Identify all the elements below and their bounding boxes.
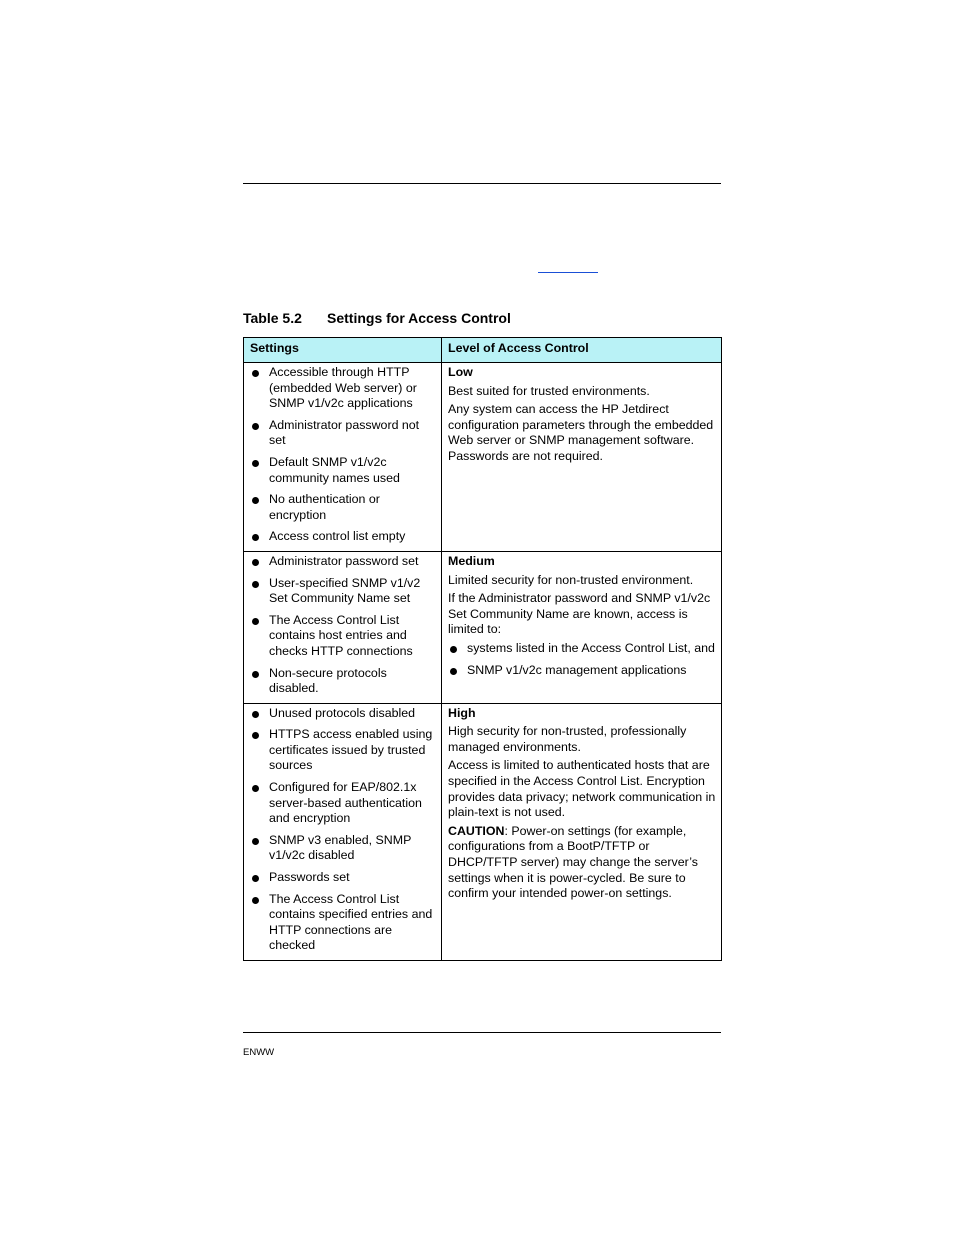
- table-caption-number: Table 5.2: [243, 310, 302, 326]
- settings-item: The Access Control List contains host entries and checks HTTP connections: [250, 613, 435, 660]
- settings-list-medium: [250, 554, 435, 697]
- settings-item: No authentication or encryption: [250, 492, 435, 523]
- access-limited-item: systems listed in the Access Control List, and: [448, 641, 717, 657]
- settings-item: User-specified SNMP v1/v2 Set Community Name set: [250, 576, 435, 607]
- table-caption-title: Settings for Access Control: [327, 310, 511, 326]
- settings-item: Administrator password not set: [250, 418, 435, 449]
- level-description: Any system can access the HP Jetdirect configuration parameters through the embedded Web server or SNMP management software. Passwords are not required.: [448, 402, 714, 463]
- settings-item: SNMP v3 enabled, SNMP v1/v2c disabled: [250, 833, 435, 864]
- level-description: Best suited for trusted environments.: [448, 383, 650, 398]
- level-cell-low: [442, 363, 722, 552]
- settings-item: HTTPS access enabled using certificates issued by trusted sources: [250, 727, 435, 774]
- access-limited-item: SNMP v1/v2c management applications: [448, 663, 717, 679]
- level-cell-medium: [442, 551, 722, 703]
- settings-item: Accessible through HTTP (embedded Web server) or SNMP v1/v2c applications: [250, 365, 435, 412]
- footer-rule: [243, 1032, 721, 1033]
- level-name: High: [448, 705, 476, 720]
- level-name: Medium: [448, 553, 495, 568]
- table-row-low: [244, 363, 722, 552]
- header-settings: Settings: [244, 338, 442, 363]
- access-limited-list: [448, 641, 717, 678]
- level-description: If the Administrator password and SNMP v1/v2c Set Community Name are known, access is limited to:: [448, 591, 711, 637]
- settings-item: Unused protocols disabled: [250, 706, 435, 722]
- table-caption: [243, 310, 511, 326]
- header-rule: [243, 183, 721, 184]
- footer-label: ENWW: [243, 1047, 275, 1058]
- settings-item: Administrator password set: [250, 554, 435, 570]
- settings-cell-medium: [244, 551, 442, 703]
- settings-list-low: [250, 365, 435, 545]
- settings-cell-high: [244, 703, 442, 960]
- settings-item: Passwords set: [250, 870, 435, 886]
- settings-list-high: [250, 706, 435, 954]
- table-row-medium: [244, 551, 722, 703]
- level-description: High security for non-trusted, professionally managed environments.: [448, 724, 687, 754]
- hyperlink-underline[interactable]: [538, 272, 598, 273]
- level-description: Access is limited to authenticated hosts that are specified in the Access Control List. Encryption provides data privacy; network communication in plain-text is not used.: [448, 758, 716, 820]
- caution-text: : Power-on settings (for example, configurations from a BootP/TFTP or DHCP/TFTP server) may change the server’s settings when it is power-cycled. Be sure to confirm your intended power-on settings.: [448, 823, 698, 901]
- settings-cell-low: [244, 363, 442, 552]
- level-name: Low: [448, 365, 473, 379]
- level-cell-high: [442, 703, 722, 960]
- table-row-high: [244, 703, 722, 960]
- header-level-of-access-control: Level of Access Control: [442, 338, 722, 363]
- settings-item: Configured for EAP/802.1x server-based authentication and encryption: [250, 780, 435, 827]
- settings-item: Access control list empty: [250, 529, 435, 545]
- access-control-table-container: [243, 337, 721, 961]
- table-header-row: [244, 338, 722, 363]
- level-description: Limited security for non-trusted environment.: [448, 572, 694, 587]
- caution-note: [448, 824, 717, 902]
- settings-item: Default SNMP v1/v2c community names used: [250, 455, 435, 486]
- access-control-table: [243, 337, 722, 961]
- settings-item: The Access Control List contains specified entries and HTTP connections are checked: [250, 892, 435, 954]
- caution-label: CAUTION: [448, 823, 505, 838]
- settings-item: Non-secure protocols disabled.: [250, 666, 435, 697]
